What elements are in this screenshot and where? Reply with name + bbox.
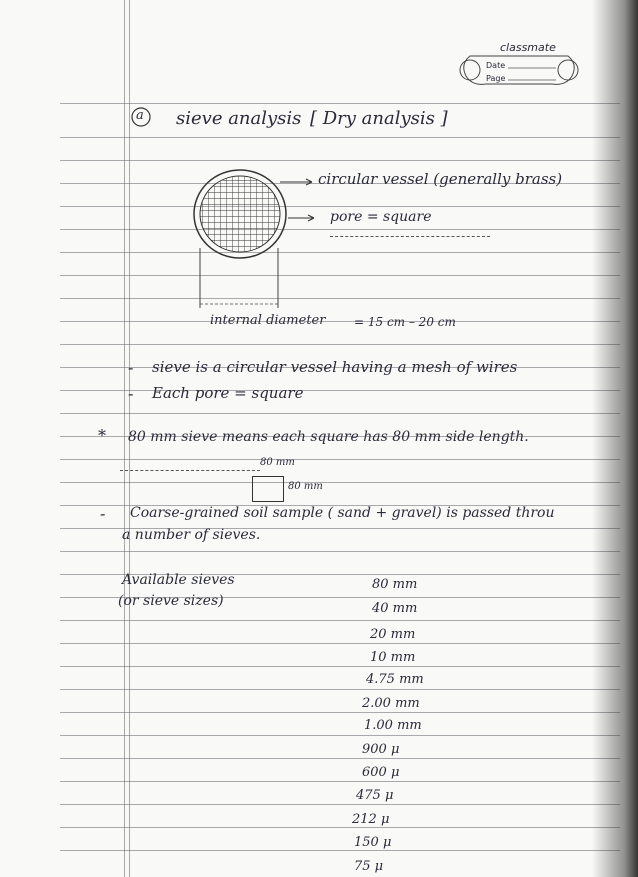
ruled-line: [60, 137, 620, 138]
pore-label: pore = square: [330, 209, 432, 225]
ruled-line: [60, 643, 620, 644]
note-bullet: -: [100, 504, 106, 523]
sieve-size-item: 900 μ: [362, 742, 400, 757]
note-bullet: -: [128, 384, 134, 403]
ruled-line: [60, 321, 620, 322]
available-label-line1: Available sieves: [122, 572, 235, 588]
sieve-size-item: 4.75 mm: [366, 672, 424, 687]
sieve-size-item: 600 μ: [362, 765, 400, 780]
vessel-label: circular vessel (generally brass): [318, 170, 563, 188]
ruled-line: [60, 827, 620, 828]
ruled-line: [60, 666, 620, 667]
ruled-line: [60, 551, 620, 552]
sieve-size-item: 2.00 mm: [362, 696, 420, 711]
heading-number: a: [136, 108, 144, 123]
date-label: Date: [486, 61, 506, 70]
page-edge-shadow: [592, 0, 638, 877]
note-sieve-definition: sieve is a circular vessel having a mesh of wires: [152, 358, 518, 376]
ruled-line: [60, 620, 620, 621]
square-side-label: 80 mm: [288, 481, 323, 492]
ruled-line: [60, 459, 620, 460]
sieve-mesh: [200, 176, 280, 252]
margin-line: [124, 0, 125, 877]
ruled-line: [60, 781, 620, 782]
sieve-size-item: 212 μ: [352, 812, 390, 827]
ruled-line: [60, 160, 620, 161]
ruled-line: [60, 275, 620, 276]
diameter-label: internal diameter: [210, 313, 326, 328]
ruled-line: [60, 413, 620, 414]
label-arrows: [280, 170, 320, 230]
ruled-line: [60, 482, 620, 483]
coarse-note-line1: Coarse-grained soil sample ( sand + gravel) is passed throu: [130, 505, 555, 521]
ruled-line: [60, 344, 620, 345]
ruled-line: [60, 850, 620, 851]
ruled-line: [60, 758, 620, 759]
dashed-line: [120, 470, 260, 472]
ruled-line: [60, 804, 620, 805]
ruled-line: [60, 298, 620, 299]
ruled-line: [60, 206, 620, 207]
ruled-line: [60, 390, 620, 391]
heading-title: sieve analysis: [176, 108, 302, 129]
sieve-size-item: 150 μ: [354, 835, 392, 850]
sieve-size-item: 40 mm: [372, 601, 418, 616]
heading-subtitle: [ Dry analysis ]: [310, 108, 448, 129]
pore-underline: [330, 236, 490, 238]
sieve-size-item: 80 mm: [372, 577, 418, 592]
ruled-line: [60, 252, 620, 253]
square-illustration: [252, 476, 284, 502]
classmate-logo: [456, 42, 580, 100]
ruled-line: [60, 689, 620, 690]
star-note-text: 80 mm sieve means each square has 80 mm side length.: [128, 429, 529, 445]
available-label-line2: (or sieve sizes): [118, 593, 224, 609]
sieve-size-item: 75 μ: [354, 859, 384, 874]
note-bullet: -: [128, 358, 134, 377]
sieve-size-item: 1.00 mm: [364, 718, 422, 733]
brand-logo-text: classmate: [500, 41, 556, 54]
ruled-line: [60, 103, 620, 104]
star-bullet: *: [98, 426, 106, 445]
ruled-line: [60, 735, 620, 736]
sieve-size-item: 475 μ: [356, 788, 394, 803]
page-label: Page: [486, 74, 506, 83]
sieve-size-item: 10 mm: [370, 650, 416, 665]
sieve-size-item: 20 mm: [370, 627, 416, 642]
note-pore-shape: Each pore = square: [152, 384, 304, 402]
ruled-line: [60, 712, 620, 713]
diameter-value: = 15 cm – 20 cm: [354, 315, 456, 329]
ruled-line: [60, 229, 620, 230]
coarse-note-line2: a number of sieves.: [122, 527, 261, 543]
square-top-label: 80 mm: [260, 457, 295, 468]
